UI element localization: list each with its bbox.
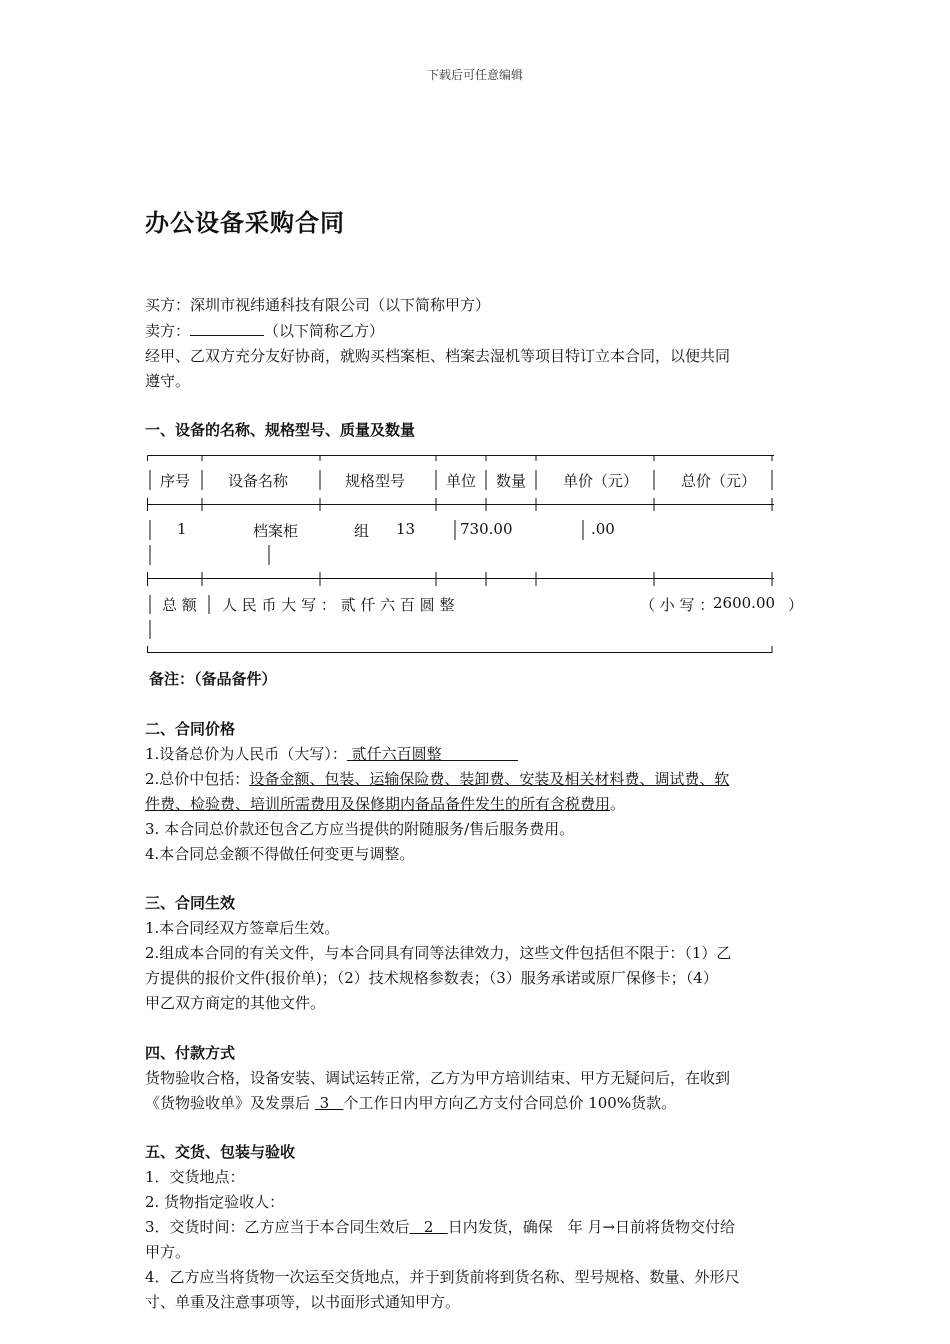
intro-line-1: 经甲、乙双方充分友好协商，就购买档案柜、档案去湿机等项目特订立本合同，以便共同 <box>145 347 731 365</box>
section2-heading: 二、合同价格 <box>145 720 236 738</box>
price-item-4: 4.本合同总金额不得做任何变更与调整。 <box>145 845 415 863</box>
section2 <box>145 717 810 867</box>
row-unit-price: 730.00 <box>460 520 513 538</box>
delivery-item-2: 2. 货物指定验收人： <box>145 1193 285 1211</box>
delivery-item-1: 1．交货地点： <box>145 1168 245 1186</box>
remark: 备注：（备品备件） <box>149 670 277 688</box>
seller-suffix: （以下简称乙方） <box>264 322 385 340</box>
section4-heading: 四、付款方式 <box>145 1044 236 1062</box>
price-item-2 <box>145 767 810 792</box>
payment-line-2-prefix: 《货物验收单》及发票后 <box>145 1094 311 1112</box>
effect-item-2-line1: 2.组成本合同的有关文件，与本合同具有同等法律效力，这些文件包括但不限于：（1）乙 <box>145 944 732 962</box>
section3 <box>145 891 810 1016</box>
header-total: 总价（元） <box>681 472 757 490</box>
payment-line-1: 货物验收合格，设备安装、调试运转正常，乙方为甲方培训结束、甲方无疑问后，在收到 <box>145 1069 731 1087</box>
delivery-days-value: 2 <box>423 1218 434 1236</box>
row-qty: 13 <box>396 520 416 538</box>
section4 <box>145 1041 810 1116</box>
header-note: 下载后可任意编辑 <box>426 68 523 82</box>
delivery-days <box>410 1218 448 1236</box>
row-name: 档案柜 <box>253 522 299 540</box>
price-item-2-prefix: 2.总价中包括： <box>145 770 250 788</box>
row-unit: 组 <box>354 522 370 540</box>
section3-heading: 三、合同生效 <box>145 894 236 912</box>
payment-line-2 <box>145 1091 810 1116</box>
price-total-upper <box>347 745 518 763</box>
intro-line-2: 遵守。 <box>145 372 191 390</box>
payment-line-2-suffix: 个工作日内甲方向乙方支付合同总价 100%货款。 <box>343 1094 677 1112</box>
price-item-1-prefix: 1.设备总价为人民币（大写）： <box>145 745 347 763</box>
payment-days-value: 3 <box>319 1094 330 1112</box>
delivery-item-3-prefix: 3．交货时间：乙方应当于本合同生效后 <box>145 1218 410 1236</box>
seller-name-blank[interactable] <box>190 318 264 336</box>
header-no: 序号 <box>160 472 191 490</box>
effect-item-1: 1.本合同经双方签章后生效。 <box>145 919 340 937</box>
row-no: 1 <box>177 520 187 538</box>
header-name: 设备名称 <box>228 472 289 490</box>
header-model: 规格型号 <box>345 472 406 490</box>
rmb-lower-value: 2600.00 <box>713 594 776 612</box>
price-total-upper-value: 贰仟六百圆整 <box>351 745 442 763</box>
rmb-lower-label: （ 小 写 ： <box>640 596 715 614</box>
buyer-label: 买方： <box>145 296 191 314</box>
section5-heading: 五、交货、包装与验收 <box>145 1143 296 1161</box>
total-label: 总 额 <box>162 596 197 614</box>
delivery-item-3-suffix: 日内发货，确保 年 月→日前将货物交付给 <box>447 1218 736 1236</box>
section1-heading: 一、设备的名称、规格型号、质量及数量 <box>145 421 416 439</box>
buyer-line <box>145 293 810 318</box>
row-total: .00 <box>591 520 615 538</box>
price-item-2-end: 。 <box>610 795 626 813</box>
seller-label: 卖方： <box>145 322 191 340</box>
document-title: 办公设备采购合同 <box>145 208 345 237</box>
delivery-item-3-line2: 甲方。 <box>145 1243 191 1261</box>
price-item-2-cont <box>145 792 810 817</box>
effect-item-2-line2: 方提供的报价文件(报价单)；（2）技术规格参数表；（3）服务承诺或原厂保修卡；（4） <box>145 969 718 987</box>
price-item-2-line2: 件费、检验费、培训所需费用及保修期内备品备件发生的所有含税费用 <box>145 795 611 813</box>
price-item-2-line1: 设备金额、包装、运输保险费、装卸费、安装及相关材料费、调试费、软 <box>249 770 730 788</box>
header-qty: 数量 <box>496 472 527 490</box>
header-unit: 单位 <box>446 472 477 490</box>
equipment-table <box>147 452 804 658</box>
delivery-item-3 <box>145 1215 810 1240</box>
rmb-upper: 人 民 币 大 写 ： 贰 仟 六 百 圆 整 <box>222 596 455 614</box>
seller-line <box>145 318 810 344</box>
price-item-1 <box>145 742 810 767</box>
delivery-item-4-line2: 寸、单重及注意事项等，以书面形式通知甲方。 <box>145 1293 461 1311</box>
payment-days <box>315 1094 344 1112</box>
rmb-lower-close: ） <box>788 596 804 614</box>
header-unit-price: 单价（元） <box>563 472 639 490</box>
section5 <box>145 1140 810 1315</box>
price-item-3: 3. 本合同总价款还包含乙方应当提供的附随服务/售后服务费用。 <box>145 820 575 838</box>
delivery-item-4-line1: 4．乙方应当将货物一次运至交货地点，并于到货前将到货名称、型号规格、数量、外形尺 <box>145 1268 740 1286</box>
buyer-name: 深圳市视纬通科技有限公司（以下简称甲方） <box>190 296 491 314</box>
effect-item-2-line3: 甲乙双方商定的其他文件。 <box>145 994 326 1012</box>
parties-block <box>145 293 810 394</box>
